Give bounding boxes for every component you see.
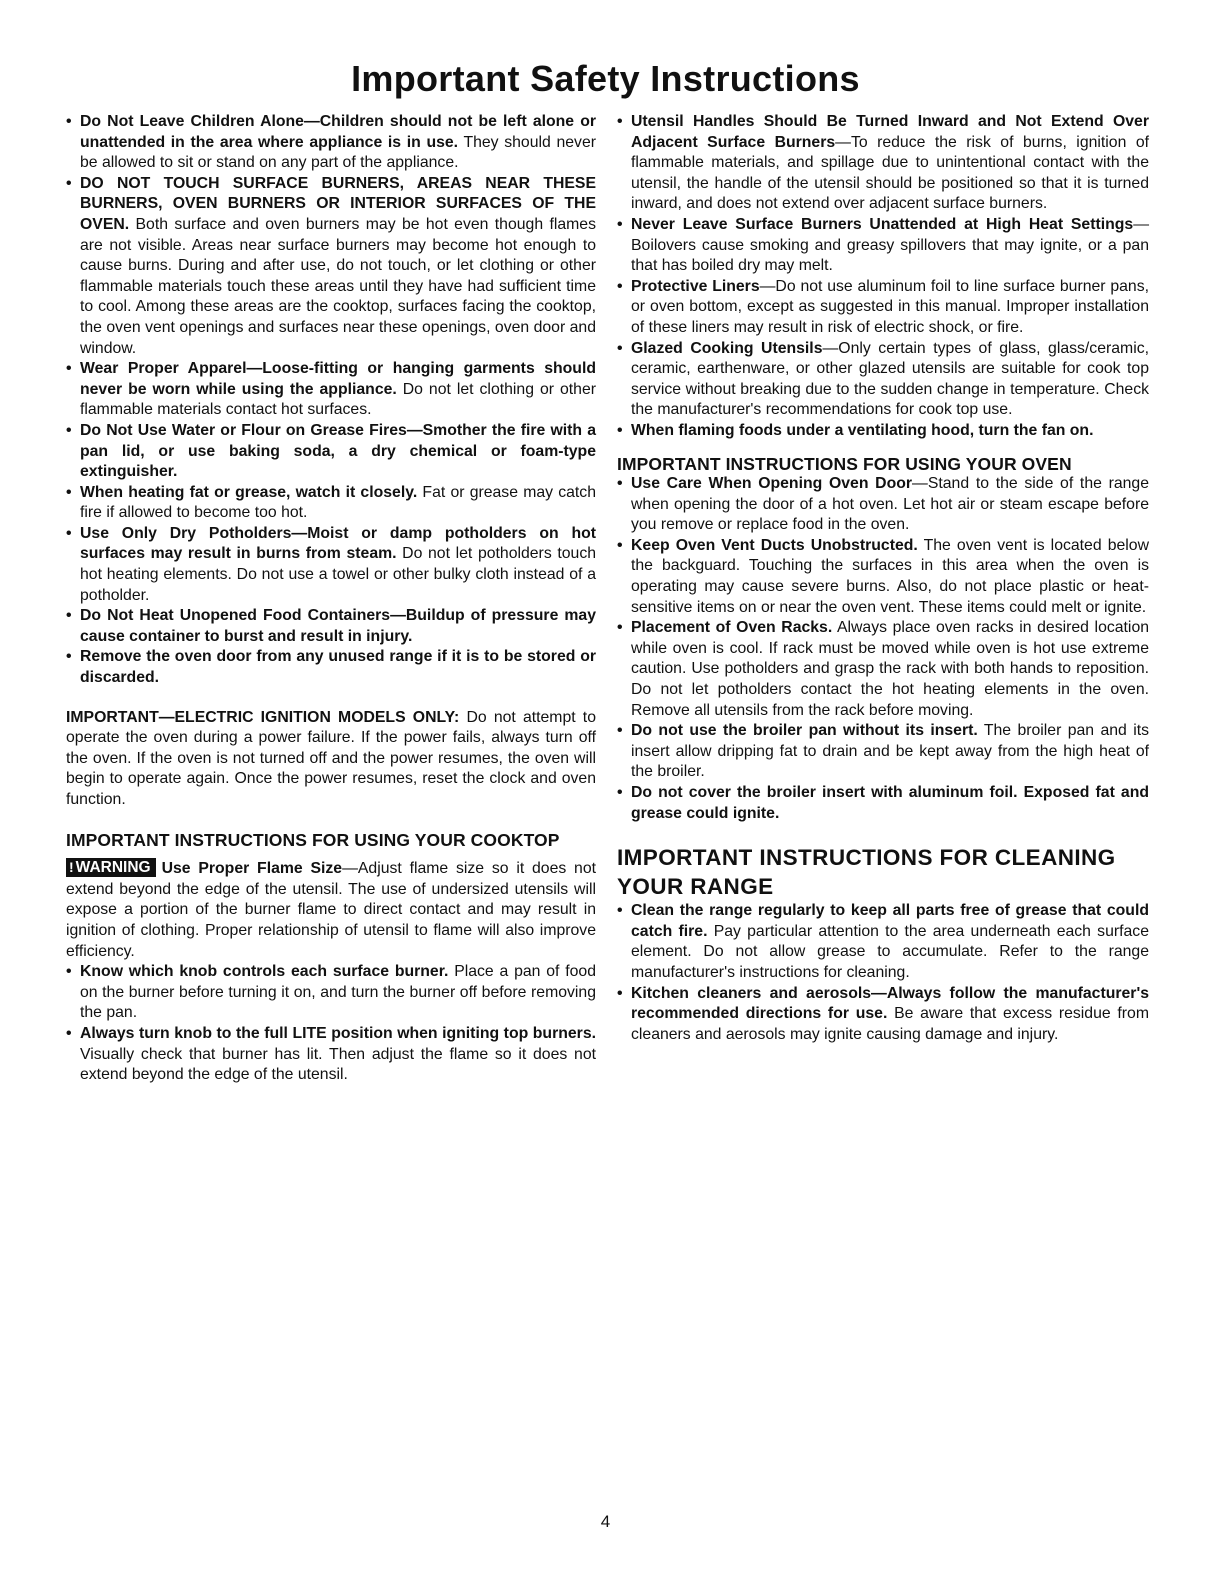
left-column xyxy=(66,112,596,1086)
safety-item-knob-controls xyxy=(66,962,596,1024)
bullet-icon: • xyxy=(66,483,72,501)
item-text: Be aware that excess residue from cleaners and aerosols may ignite causing damage and injury. xyxy=(631,1005,1149,1043)
item-bold-text: Use Only Dry Potholders—Moist or damp potholders on hot surfaces may result in burns from steam. xyxy=(80,524,596,563)
item-bold-text: Glazed Cooking Utensils xyxy=(631,339,823,357)
item-text: Pay particular attention to the area underneath each surface element. Do not allow grease to accumulate. Refer to the range manufacturer's instructions for cleaning. xyxy=(631,922,1149,981)
bullet-icon: • xyxy=(66,360,72,378)
bullet-icon: • xyxy=(617,784,623,801)
safety-item-unattended-burners xyxy=(617,215,1149,277)
safety-item-heating-fat xyxy=(66,483,596,524)
item-bold-text: Always turn knob to the full LITE position when igniting top burners. xyxy=(80,1024,596,1042)
bullet-icon: • xyxy=(66,607,72,625)
warning-text: —Adjust flame size so it does not extend beyond the edge of the utensil. The use of undersized utensils will expose a portion of the burner flame to direct contact and may result in ignition of clothing. Proper relationship of utensil to flame will also improve efficiency. xyxy=(66,860,596,960)
item-text: —Only certain types of glass, glass/ceramic, ceramic, earthenware, or other glazed utensils are suitable for cook top service without breaking due to the sudden change in temperature. Check the manufacturer's recommendations for cook top use. xyxy=(631,339,1149,419)
safety-item-glazed-utensils xyxy=(617,339,1149,421)
warning-triangle-icon: ! xyxy=(69,859,74,876)
item-text: Fat or grease may catch fire if allowed to become too hot. xyxy=(80,483,596,522)
bullet-icon: • xyxy=(617,475,623,493)
safety-item-containers xyxy=(66,606,596,647)
item-bold-text: When heating fat or grease, watch it closely. xyxy=(80,483,418,501)
item-bold-text: Do not cover the broiler insert with aluminum foil. Exposed fat and grease could ignite. xyxy=(631,784,1149,822)
item-bold-text: Protective Liners xyxy=(631,277,760,295)
safety-item-protective-liners xyxy=(617,277,1149,339)
bullet-icon: • xyxy=(66,113,72,130)
item-bold-text: DO NOT TOUCH SURFACE BURNERS, AREAS NEAR THESE BURNERS, OVEN BURNERS OR INTERIOR SURFACES OF THE OVEN. xyxy=(80,174,596,233)
bullet-icon: • xyxy=(66,524,72,542)
item-text: Do not let clothing or other flammable materials contact hot surfaces. xyxy=(80,380,596,419)
page-number: 4 xyxy=(600,1512,611,1531)
bullet-icon: • xyxy=(617,339,623,357)
bullet-icon: • xyxy=(617,113,623,130)
bullet-icon: • xyxy=(617,421,623,439)
item-bold-text: Remove the oven door from any unused range if it is to be stored or discarded. xyxy=(80,648,596,687)
safety-item-oven-door xyxy=(66,647,596,688)
item-text: Visually check that burner has lit. Then adjust the flame so it does not extend beyond the edge of the utensil. xyxy=(80,1045,596,1084)
safety-item-flaming-foods xyxy=(617,421,1149,442)
right-column xyxy=(617,112,1149,1045)
safety-item-do-not-touch xyxy=(66,174,596,359)
item-bold-text: Keep Oven Vent Ducts Unobstructed. xyxy=(631,536,918,554)
bullet-icon: • xyxy=(66,174,72,192)
warning-badge-label: WARNING xyxy=(75,859,151,877)
safety-item-broiler-pan xyxy=(617,721,1149,783)
item-bold-text: Never Leave Surface Burners Unattended at High Heat Settings xyxy=(631,215,1134,233)
safety-item-apparel xyxy=(66,359,596,421)
warning-bold-text: Use Proper Flame Size xyxy=(161,860,343,878)
item-text: Always place oven racks in desired location while oven is cool. If rack must be moved while oven is hot use extreme caution. Use potholders and grasp the rack with both hands to reposition. Do not let potholders contact the hot heating elements in the oven. Remove all utensils from the rack before moving. xyxy=(631,619,1150,719)
cooktop-heading: IMPORTANT INSTRUCTIONS FOR USING YOUR COOKTOP xyxy=(66,829,560,850)
item-text: —Stand to the side of the range when opening the door of a hot oven. Let hot air or steam escape before you remove or replace food in the oven. xyxy=(631,475,1150,534)
safety-item-clean-regularly xyxy=(617,901,1149,983)
item-text: Place a pan of food on the burner before turning it on, and turn the burner off before removing the pan. xyxy=(80,963,596,1022)
safety-item-broiler-foil xyxy=(617,783,1149,824)
bullet-icon: • xyxy=(617,619,623,637)
warning-badge xyxy=(66,858,156,877)
bullet-icon: • xyxy=(617,277,623,295)
bullet-icon: • xyxy=(617,722,623,740)
bullet-icon: • xyxy=(617,536,623,554)
note-bold-text: IMPORTANT—ELECTRIC IGNITION MODELS ONLY: xyxy=(66,708,460,726)
safety-item-oven-door-care xyxy=(617,474,1149,536)
safety-item-potholders xyxy=(66,524,596,606)
safety-item-children xyxy=(66,112,596,174)
item-text: The oven vent is located below the backguard. Touching the surfaces in this area when the oven is operating may cause severe burns. Also, do not place plastic or heat-sensitive items on or near the oven vent. These items could melt or ignite. xyxy=(631,536,1149,616)
bullet-icon: • xyxy=(66,963,72,981)
bullet-icon: • xyxy=(617,215,623,233)
bullet-icon: • xyxy=(617,984,623,1002)
bullet-icon: • xyxy=(66,648,72,666)
safety-item-oven-racks xyxy=(617,618,1149,721)
electric-ignition-note xyxy=(66,708,596,811)
safety-item-grease-fires xyxy=(66,421,596,483)
item-text: Both surface and oven burners may be hot even though flames are not visible. Areas near surface burners may become hot enough to cause burns. During and after use, do not touch, or let clothing or other flammable materials touch these areas until they have had sufficient time to cool. Among these areas are the cooktop, surfaces facing the cooktop, the oven vent openings and surfaces near these openings, oven door and window. xyxy=(80,215,596,357)
item-bold-text: Do Not Heat Unopened Food Containers—Buildup of pressure may cause container to burst and result in injury. xyxy=(80,607,596,645)
bullet-icon: • xyxy=(66,421,72,439)
safety-item-cleaners-aerosols xyxy=(617,984,1149,1046)
item-bold-text: Use Care When Opening Oven Door xyxy=(631,475,913,493)
item-text: —Do not use aluminum foil to line surface burner pans, or oven bottom, except as suggested in this manual. Improper installation of these liners may result in risk of electric shock, or fire. xyxy=(631,277,1150,336)
item-text: —Boilovers cause smoking and greasy spillovers that may ignite, or a pan that has boiled dry may melt. xyxy=(631,215,1149,275)
item-text: Do not let potholders touch hot heating elements. Do not use a towel or other bulky cloth instead of a potholder. xyxy=(80,545,596,604)
safety-item-vent-ducts xyxy=(617,536,1149,618)
item-bold-text: Do Not Use Water or Flour on Grease Fires—Smother the fire with a pan lid, or use baking soda, a dry chemical or foam-type extinguisher. xyxy=(80,421,596,481)
item-bold-text: Do Not Leave Children Alone—Children should not be left alone or unattended in the area where appliance is in use. xyxy=(80,113,596,151)
cleaning-heading: IMPORTANT INSTRUCTIONS FOR CLEANING YOUR RANGE xyxy=(617,845,1116,900)
item-bold-text: Know which knob controls each surface burner. xyxy=(80,963,449,981)
item-bold-text: Clean the range regularly to keep all parts free of grease that could catch fire. xyxy=(631,902,1149,940)
oven-heading: IMPORTANT INSTRUCTIONS FOR USING YOUR OVEN xyxy=(617,453,1072,474)
warning-flame-size xyxy=(66,858,596,962)
item-bold-text: Wear Proper Apparel—Loose-fitting or hanging garments should never be worn while using the appliance. xyxy=(80,360,596,398)
note-text: Do not attempt to operate the oven during a power failure. If the power fails, always turn off the oven. If the oven is not turned off and the power resumes, the oven will begin to operate again. Once the power resumes, reset the clock and oven function. xyxy=(66,708,596,808)
item-bold-text: Do not use the broiler pan without its insert. xyxy=(631,722,978,740)
item-text: The broiler pan and its insert allow dripping fat to drain and be kept away from the high heat of the broiler. xyxy=(631,722,1149,781)
bullet-icon: • xyxy=(617,902,623,920)
item-bold-text: Kitchen cleaners and aerosols—Always follow the manufacturer's recommended directions for use. xyxy=(631,984,1149,1023)
bullet-icon: • xyxy=(66,1024,72,1042)
safety-item-utensil-handles xyxy=(617,112,1149,215)
safety-item-lite-position xyxy=(66,1024,596,1086)
item-bold-text: Placement of Oven Racks. xyxy=(631,619,833,637)
item-bold-text: When flaming foods under a ventilating hood, turn the fan on. xyxy=(631,421,1094,439)
item-bold-text: Utensil Handles Should Be Turned Inward and Not Extend Over Adjacent Surface Burners xyxy=(631,113,1149,151)
page-title: Important Safety Instructions xyxy=(351,58,860,99)
item-text: —To reduce the risk of burns, ignition of flammable materials, and spillage due to unintentional contact with the utensil, the handle of the utensil should be positioned so that it is turned inward, and does not extend over adjacent surface burners. xyxy=(631,133,1149,213)
item-text: They should never be allowed to sit or stand on any part of the appliance. xyxy=(80,133,596,172)
